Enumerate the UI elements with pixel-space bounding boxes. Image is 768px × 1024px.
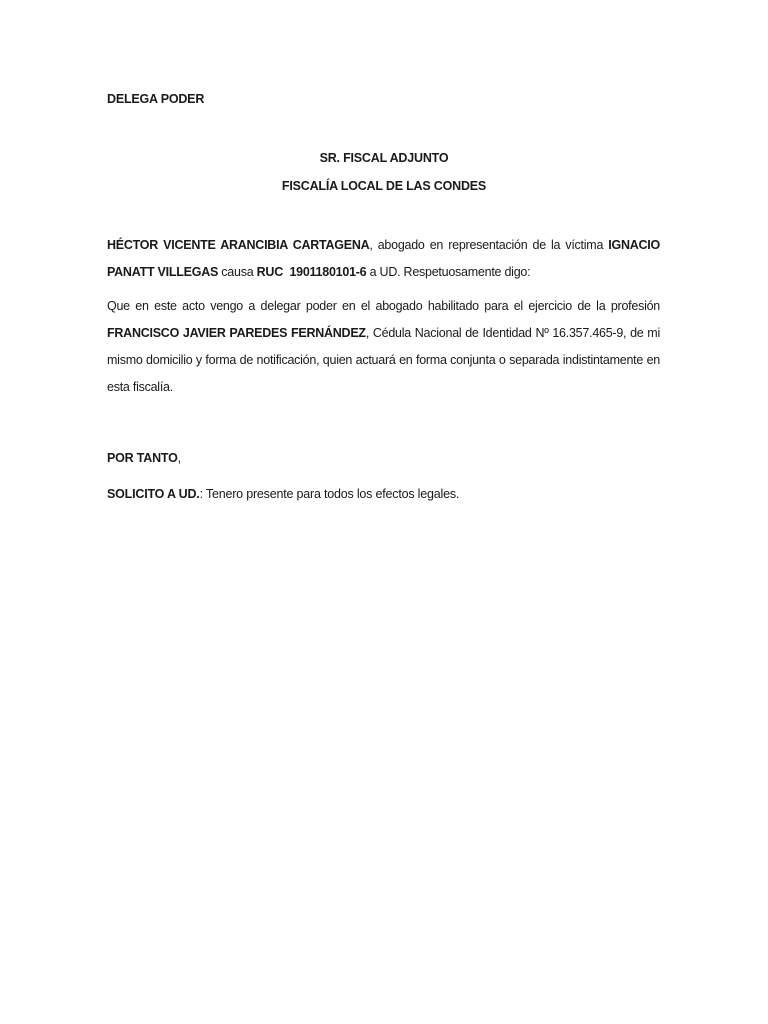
delegate-name: FRANCISCO JAVIER PAREDES FERNÁNDEZ [107, 326, 366, 340]
intro-text-a: , abogado en representación de la víctima [369, 238, 609, 252]
delegation-text-b: , Cédula Nacional de Identidad Nº 16.357.465-9, de mi mismo domicilio y forma de notificación, quien actuará en forma conjunta o separada indistintamente en esta fiscalía. [107, 326, 660, 394]
paragraph-introduction [107, 232, 660, 286]
por-tanto-suffix: , [177, 451, 181, 465]
intro-text-c: a UD. Respetuosamente digo: [366, 265, 531, 279]
por-tanto-label: POR TANTO [107, 451, 178, 465]
ruc-number: 1901180101-6 [289, 265, 367, 279]
delegation-text-a: Que en este acto vengo a delegar poder en el abogado habilitado para el ejercicio de la profesión [107, 299, 660, 313]
paragraph-delegation [107, 293, 660, 401]
por-tanto-line [107, 451, 181, 465]
addressee-line-1: SR. FISCAL ADJUNTO [319, 151, 449, 165]
solicito-line [107, 487, 459, 501]
solicito-text: : Tenero presente para todos los efectos legales. [199, 487, 460, 501]
victim-name: IGNACIO PANATT VILLEGAS [107, 238, 660, 279]
document-title: DELEGA PODER [107, 92, 205, 106]
addressee-line-2: FISCALÍA LOCAL DE LAS CONDES [281, 179, 487, 193]
solicito-label: SOLICITO A UD. [107, 487, 200, 501]
lawyer-name: HÉCTOR VICENTE ARANCIBIA CARTAGENA [107, 238, 370, 252]
intro-text-b: causa [218, 265, 257, 279]
ruc-label: RUC [256, 265, 283, 279]
